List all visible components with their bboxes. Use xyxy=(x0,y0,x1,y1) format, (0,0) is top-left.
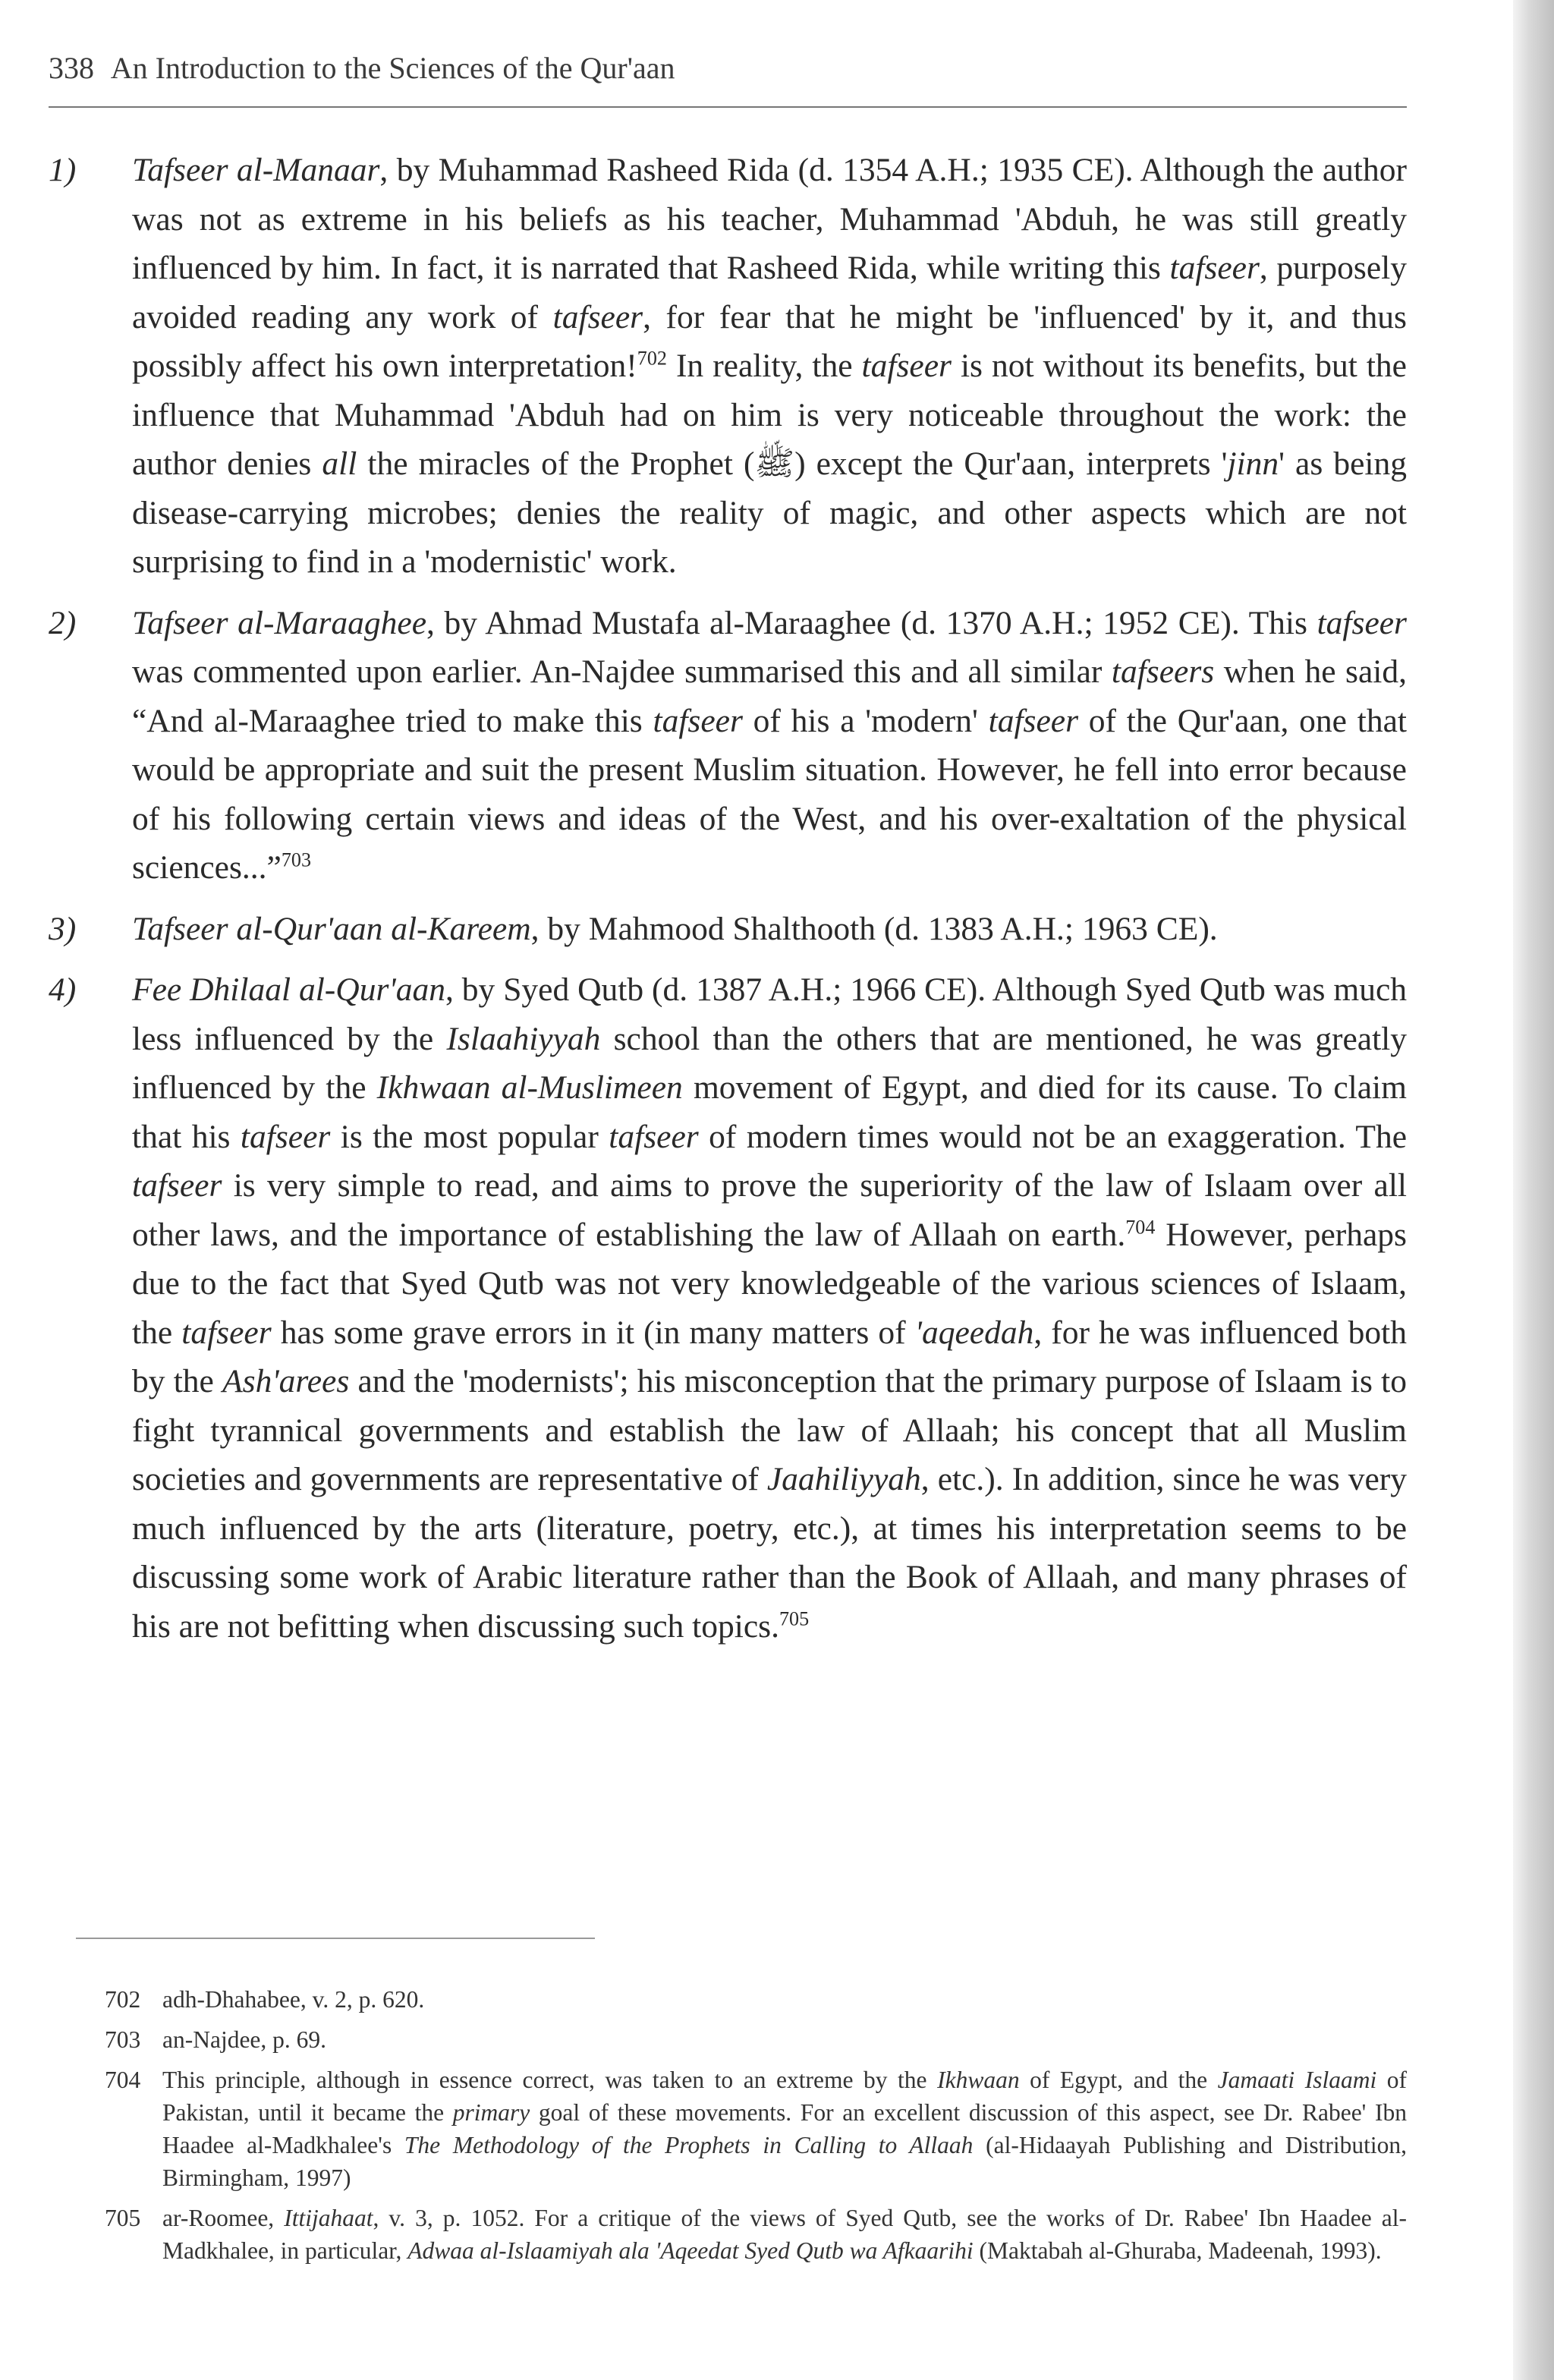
footnote-number: 702 xyxy=(105,1986,141,2013)
text-run: is the most popular xyxy=(330,1118,609,1155)
italic-term: tafseer xyxy=(181,1314,272,1351)
running-header xyxy=(49,50,1414,86)
main-text xyxy=(49,146,1407,1663)
text-run: , by Syed Qutb (d. 1387 A.H.; 1966 CE). Although Syed Qutb was much less influenced by the xyxy=(132,971,1407,1057)
page-edge-shadow xyxy=(1513,0,1554,2380)
italic-term: tafseer xyxy=(1316,604,1407,641)
item-marker: 3) xyxy=(49,910,77,947)
italic-term: Ittijahaat xyxy=(284,2205,373,2231)
footnote-705 xyxy=(105,2202,1407,2267)
italic-term: Jaahiliyyah xyxy=(766,1461,921,1497)
list-item-1 xyxy=(49,146,1407,587)
footnotes xyxy=(105,1983,1407,2275)
text-run: and the 'modernists'; his misconception that the primary purpose of Islaam is to fight tyrannical governments and establish the law of Allaah; his concept that all Muslim societies and governments are representative of xyxy=(132,1363,1408,1497)
italic-term: 'aqeedah xyxy=(914,1314,1034,1351)
italic-term: tafseer xyxy=(861,348,952,384)
item-marker: 4) xyxy=(49,971,77,1008)
text-run: (Maktabah al-Ghuraba, Madeenah, 1993). xyxy=(973,2237,1382,2264)
footnote-text xyxy=(162,2202,1407,2267)
footnote-ref: 703 xyxy=(281,848,311,871)
italic-term: Adwaa al-Islaamiyah ala 'Aqeedat Syed Qutb wa Afkaarihi xyxy=(407,2237,974,2264)
text-run: , by Muhammad Rasheed Rida (d. 1354 A.H.; 1935 CE). Although the author was not as extreme in his beliefs as his teacher, Muhammad 'Abduh, he was still greatly influenced by him. In fact, it is narrated that Rasheed Rida, while writing this xyxy=(132,152,1407,286)
footnote-704 xyxy=(105,2064,1407,2194)
italic-term: The Methodology of the Prophets in Calling to Allaah xyxy=(404,2132,974,2158)
text-run: , for fear that he might be 'influenced' by it, and thus possibly affect his own interpretation! xyxy=(132,298,1407,384)
italic-term: tafseers xyxy=(1111,653,1215,690)
page-number: 338 xyxy=(49,51,94,85)
item-marker: 2) xyxy=(49,604,77,641)
text-run: movement of Egypt, and died for its cause. To claim that his xyxy=(132,1069,1407,1155)
italic-term: tafseer xyxy=(240,1118,331,1155)
italic-term: tafseer xyxy=(653,702,743,739)
header-rule xyxy=(49,106,1407,108)
item-text xyxy=(132,965,1407,1651)
italic-term: tafseer xyxy=(609,1118,699,1155)
text-run: However, perhaps due to the fact that Syed Qutb was not very knowledgeable of the various sciences of Islaam, the xyxy=(132,1216,1407,1351)
text-run: of modern times would not be an exaggeration. The xyxy=(698,1118,1407,1155)
text-run: goal of these movements. For an excellent discussion of this aspect, see Dr. Rabee' Ibn Haadee al-Madkhalee's xyxy=(162,2099,1407,2158)
item-text xyxy=(132,146,1407,587)
text-run: of Egypt, and the xyxy=(1019,2067,1218,2093)
text-run: when he said, “And al-Maraaghee tried to make this xyxy=(132,653,1407,739)
italic-term: tafseer xyxy=(1169,250,1260,286)
item-text xyxy=(132,599,1407,892)
footnote-ref: 705 xyxy=(779,1607,810,1629)
text-run: an-Najdee, p. 69. xyxy=(162,2026,327,2053)
text-run: , purposely avoided reading any work of xyxy=(132,250,1407,335)
list-item-2 xyxy=(49,599,1407,892)
footnote-ref: 704 xyxy=(1125,1216,1156,1238)
italic-term: all xyxy=(322,445,357,482)
italic-term: Fee Dhilaal al-Qur'aan xyxy=(132,971,445,1008)
footnote-703 xyxy=(105,2023,1407,2056)
italic-term: Islaahiyyah xyxy=(446,1020,601,1057)
text-run: of Pakistan, until it became the xyxy=(162,2067,1408,2126)
italic-term: Jamaati Islaami xyxy=(1217,2067,1377,2093)
italic-term: tafseer xyxy=(988,702,1079,739)
italic-term: Tafseer al-Manaar xyxy=(132,152,380,188)
footnote-702 xyxy=(105,1983,1407,2016)
text-run: , by Ahmad Mustafa al-Maraaghee (d. 1370 A.H.; 1952 CE). This xyxy=(426,604,1317,641)
list-item-3 xyxy=(49,905,1407,954)
text-run: , etc.). In addition, since he was very much influenced by the arts (literature, poetry, etc.), at times his interpretation seems to be discussing some work of Arabic literature rather than the Book of Allaah, and many phrases of his are not befitting when discussing such topics. xyxy=(132,1461,1407,1645)
italic-term: Tafseer al-Qur'aan al-Kareem xyxy=(132,910,531,947)
italic-term: Ash'arees xyxy=(222,1363,350,1399)
italic-term: Tafseer al-Maraaghee xyxy=(132,604,426,641)
text-run: ' as being disease-carrying microbes; denies the reality of magic, and other aspects which are not surprising to find in a 'modernistic' work. xyxy=(132,445,1407,580)
italic-term: tafseer xyxy=(552,298,643,335)
footnote-text xyxy=(162,2064,1407,2194)
list-item-4 xyxy=(49,965,1407,1651)
text-run: is not without its benefits, but the influence that Muhammad 'Abduh had on him is very noticeable throughout the work: the author denies xyxy=(132,348,1407,482)
italic-term: jinn xyxy=(1227,445,1279,482)
text-run: school than the others that are mentioned, he was greatly influenced by the xyxy=(132,1020,1407,1106)
text-run: is very simple to read, and aims to prove the superiority of the law of Islaam over all other laws, and the importance of establishing the law of Allaah on earth. xyxy=(132,1167,1407,1253)
footnote-ref: 702 xyxy=(637,347,667,370)
text-run: of his a 'modern' xyxy=(742,702,989,739)
text-run: This principle, although in essence correct, was taken to an extreme by the xyxy=(162,2067,938,2093)
footnote-text xyxy=(162,2023,1407,2056)
text-run: In reality, the xyxy=(666,348,862,384)
italic-term: primary xyxy=(452,2099,530,2126)
footnote-number: 703 xyxy=(105,2026,141,2053)
footnote-text xyxy=(162,1983,1407,2016)
text-run: , by Mahmood Shalthooth (d. 1383 A.H.; 1963 CE). xyxy=(530,910,1218,947)
item-text xyxy=(132,905,1407,954)
text-run: of the Qur'aan, one that would be appropriate and suit the present Muslim situation. However, he fell into error because of his following certain views and ideas of the West, and his over-exaltation of the physical sciences...” xyxy=(132,702,1407,886)
text-run: has some grave errors in it (in many matters of xyxy=(271,1314,915,1351)
text-run: the miracles of the Prophet (ﷺ) except the Qur'aan, interprets ' xyxy=(357,445,1228,482)
italic-term: Ikhwaan xyxy=(937,2067,1020,2093)
italic-term: tafseer xyxy=(132,1167,222,1204)
text-run: ar-Roomee, xyxy=(162,2205,285,2231)
text-run: (al-Hidaayah Publishing and Distribution, Birmingham, 1997) xyxy=(162,2132,1407,2191)
text-run: adh-Dhahabee, v. 2, p. 620. xyxy=(162,1986,425,2013)
italic-term: Ikhwaan al-Muslimeen xyxy=(376,1069,683,1106)
text-run: was commented upon earlier. An-Najdee summarised this and all similar xyxy=(132,653,1112,690)
book-title: An Introduction to the Sciences of the Qur'aan xyxy=(110,51,675,85)
footnote-number: 705 xyxy=(105,2205,141,2231)
footnote-rule xyxy=(76,1938,595,1939)
text-run: , for he was influenced both by the xyxy=(132,1314,1407,1399)
text-run: , v. 3, p. 1052. For a critique of the views of Syed Qutb, see the works of Dr. Rabee' Ibn Haadee al-Madkhalee, in particular, xyxy=(162,2205,1407,2264)
footnote-number: 704 xyxy=(105,2067,141,2093)
item-marker: 1) xyxy=(49,152,77,188)
